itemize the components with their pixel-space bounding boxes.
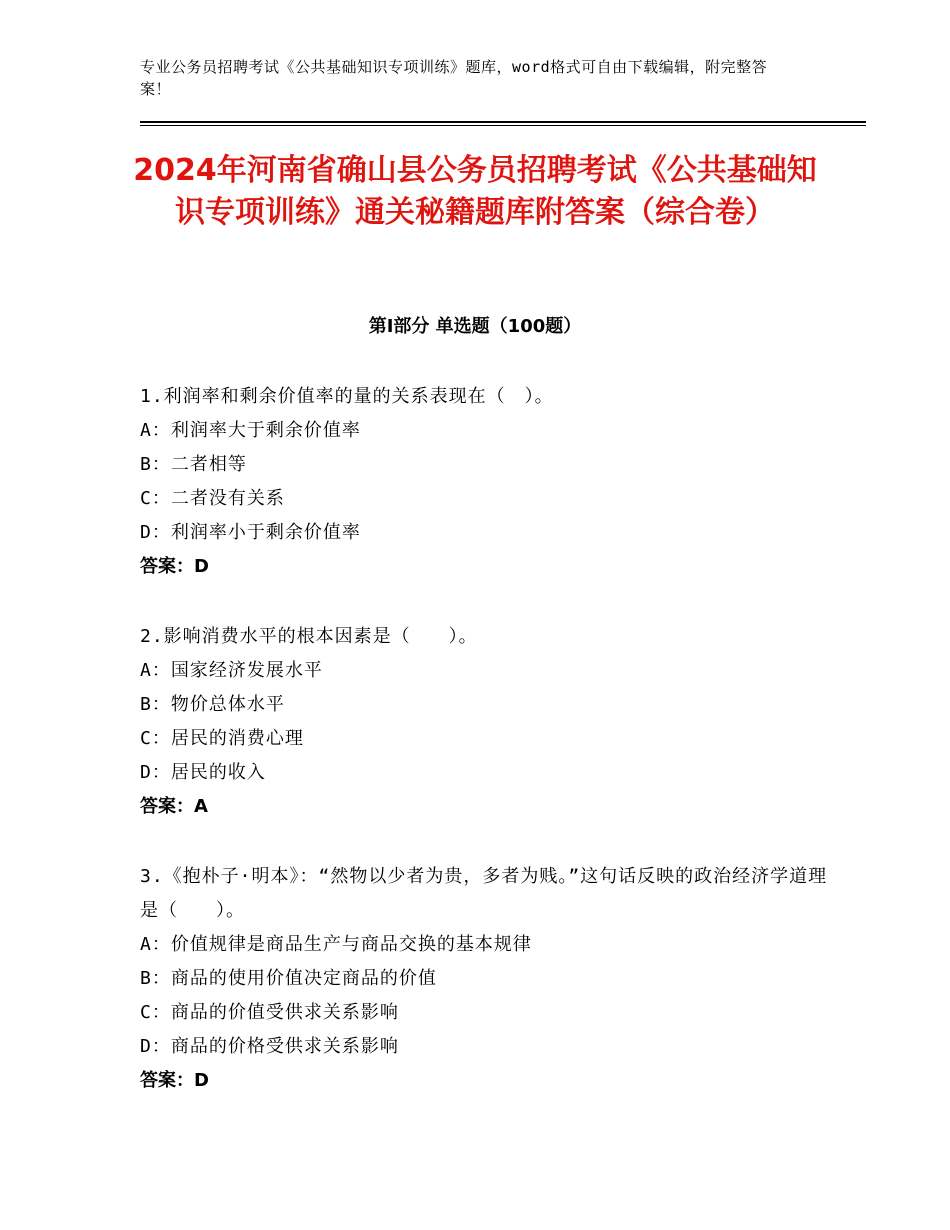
option-c: C：商品的价值受供求关系影响 [140, 1002, 399, 1023]
section-title: 第Ⅰ部分 单选题（100题） [368, 316, 582, 337]
answer: 答案：A [140, 796, 208, 817]
question-1 [140, 380, 830, 584]
option-a: A：利润率大于剩余价值率 [140, 420, 361, 441]
option-c: C：居民的消费心理 [140, 728, 304, 749]
option-b: B：商品的使用价值决定商品的价值 [140, 968, 437, 989]
option-d: D：居民的收入 [140, 762, 266, 783]
question-stem: 3.《抱朴子·明本》：“然物以少者为贵，多者为贱。”这句话反映的政治经济学道理是（ ）。 [140, 866, 828, 921]
option-b: B：物价总体水平 [140, 694, 285, 715]
question-stem: 1.利润率和剩余价值率的量的关系表现在（ ）。 [140, 386, 554, 407]
question-3 [140, 860, 830, 1098]
header-rule-thin [140, 125, 866, 126]
option-d: D：利润率小于剩余价值率 [140, 522, 361, 543]
header-rule-thick [140, 121, 866, 123]
option-a: A：价值规律是商品生产与商品交换的基本规律 [140, 934, 532, 955]
answer: 答案：D [140, 1070, 209, 1091]
option-c: C：二者没有关系 [140, 488, 285, 509]
option-b: B：二者相等 [140, 454, 247, 475]
header-note: 专业公务员招聘考试《公共基础知识专项训练》题库，word格式可自由下载编辑，附完整答案！ [140, 58, 768, 98]
option-d: D：商品的价格受供求关系影响 [140, 1036, 399, 1057]
question-2 [140, 620, 830, 824]
document-title: 2024年河南省确山县公务员招聘考试《公共基础知识专项训练》通关秘籍题库附答案（综合卷） [133, 153, 817, 230]
answer: 答案：D [140, 556, 209, 577]
option-a: A：国家经济发展水平 [140, 660, 323, 681]
question-stem: 2.影响消费水平的根本因素是（ ）。 [140, 626, 478, 647]
question-list [140, 380, 830, 1134]
